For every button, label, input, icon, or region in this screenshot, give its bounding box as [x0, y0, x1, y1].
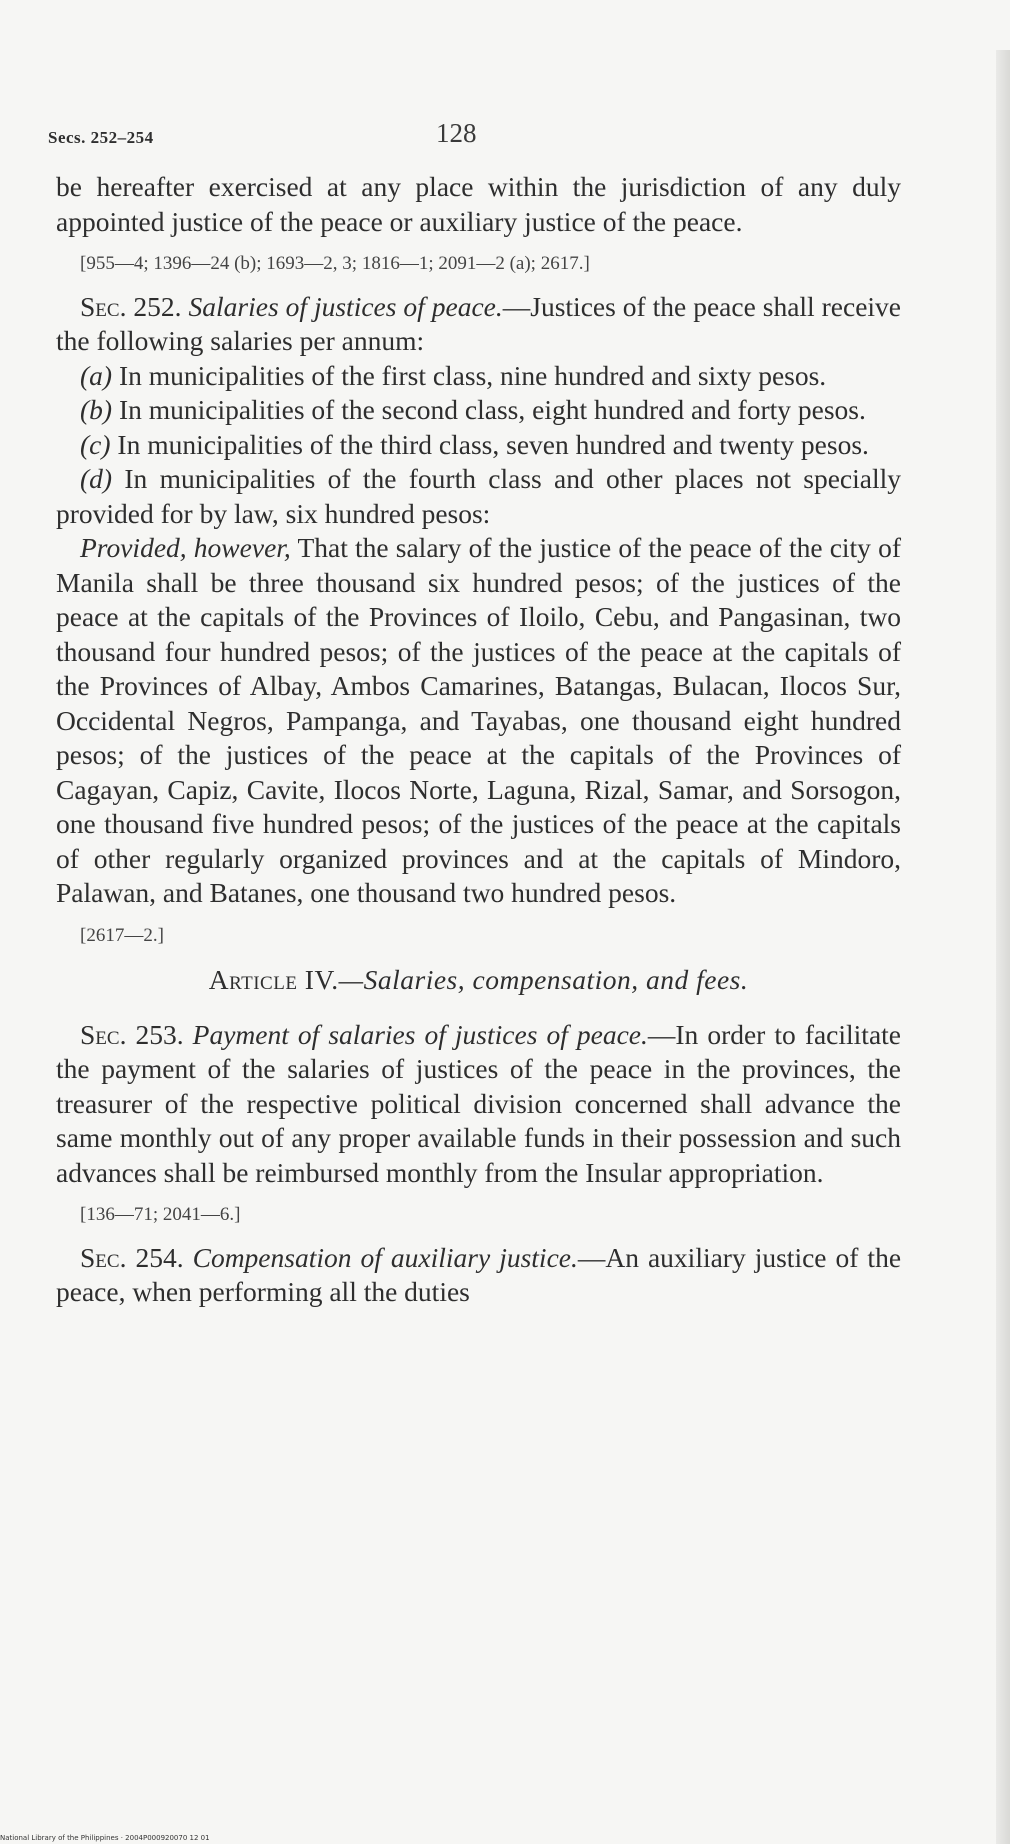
list-item: [56, 359, 901, 394]
section-254: [56, 1241, 901, 1310]
proviso-label: Provided, however,: [80, 532, 291, 563]
page-number: 128: [436, 118, 477, 148]
item-text: In municipalities of the second class, eight hundred and forty pesos.: [112, 394, 866, 425]
running-header: [48, 118, 908, 158]
article-heading: [56, 963, 901, 998]
item-text: In municipalities of the first class, nine hundred and sixty pesos.: [112, 359, 827, 391]
item-text: In municipalities of the third class, seven hundred and twenty pesos.: [110, 428, 869, 460]
list-item: [56, 393, 901, 428]
continued-paragraph: be hereafter exercised at any place within the jurisdiction of any duly appointed justice of the peace or auxiliary justice of the peace.: [56, 171, 901, 237]
scan-source-note: National Library of the Philippines · 2004P000920070 12 01: [0, 1834, 210, 1842]
item-label: (d): [80, 463, 113, 494]
section-title: Compensation of auxiliary justice.: [192, 1241, 578, 1273]
article-label: Article IV.: [208, 964, 339, 995]
list-item: [56, 462, 901, 531]
section-253: [56, 1018, 901, 1191]
proviso-paragraph: [56, 531, 901, 911]
item-label: (c): [80, 428, 111, 460]
item-label: (a): [80, 359, 113, 391]
item-label: (b): [80, 394, 113, 425]
section-label: Sec. 252.: [80, 290, 182, 322]
article-title: —Salaries, compensation, and fees.: [338, 964, 749, 995]
section-title: Payment of salaries of justices of peace.: [192, 1018, 648, 1050]
section-text: —In order to facilitate the payment of the salaries of justices of the peace in the provinces, the treasurer of the respective political division concerned shall advance the same monthly out of any proper available funds in their possession and such advances shall be reimbursed monthly from the Insular appropriation.: [56, 1018, 902, 1188]
page-edge-shadow: [996, 50, 1010, 1844]
section-text: —An auxiliary justice of the peace, when performing all the duties: [56, 1241, 902, 1307]
section-title: Salaries of justices of peace.: [188, 290, 503, 322]
item-text: In municipalities of the fourth class and other places not specially provided for by law, six hundred pesos:: [56, 463, 901, 529]
section-252: [56, 290, 901, 359]
page-body: [56, 170, 901, 1310]
section-label: Sec. 253.: [80, 1018, 184, 1050]
citation: [2617—2.]: [80, 924, 164, 946]
citation: [136—71; 2041—6.]: [80, 1204, 241, 1225]
list-item: [56, 428, 901, 463]
proviso-text: That the salary of the justice of the peace of the city of Manila shall be three thousand six hundred pesos; of the justices of the peace at the capitals of the Provinces of Iloilo, Cebu, and Pangasinan, two thousand four hundred pesos; of the justices of the peace at the capitals of the Provinces of Albay, Ambos Camarines, Batangas, Bulacan, Ilocos Sur, Occidental Negros, Pampanga, and Tayabas, one thousand eight hundred pesos; of the justices of the peace at the capitals of the Provinces of Cagayan, Capiz, Cavite, Ilocos Norte, Laguna, Rizal, Samar, and Sorsogon, one thousand five hundred pesos; of the justices of the peace at the capitals of other regularly organized provinces and at the capitals of Mindoro, Palawan, and Batanes, one thousand two hundred pesos.: [56, 532, 901, 908]
section-text: —Justices of the peace shall receive the following salaries per annum:: [56, 290, 902, 356]
section-label: Sec. 254.: [80, 1241, 184, 1273]
citation: [955—4; 1396—24 (b); 1693—2, 3; 1816—1; 2091—2 (a); 2617.]: [80, 253, 590, 274]
section-range: Secs. 252–254: [48, 128, 154, 147]
